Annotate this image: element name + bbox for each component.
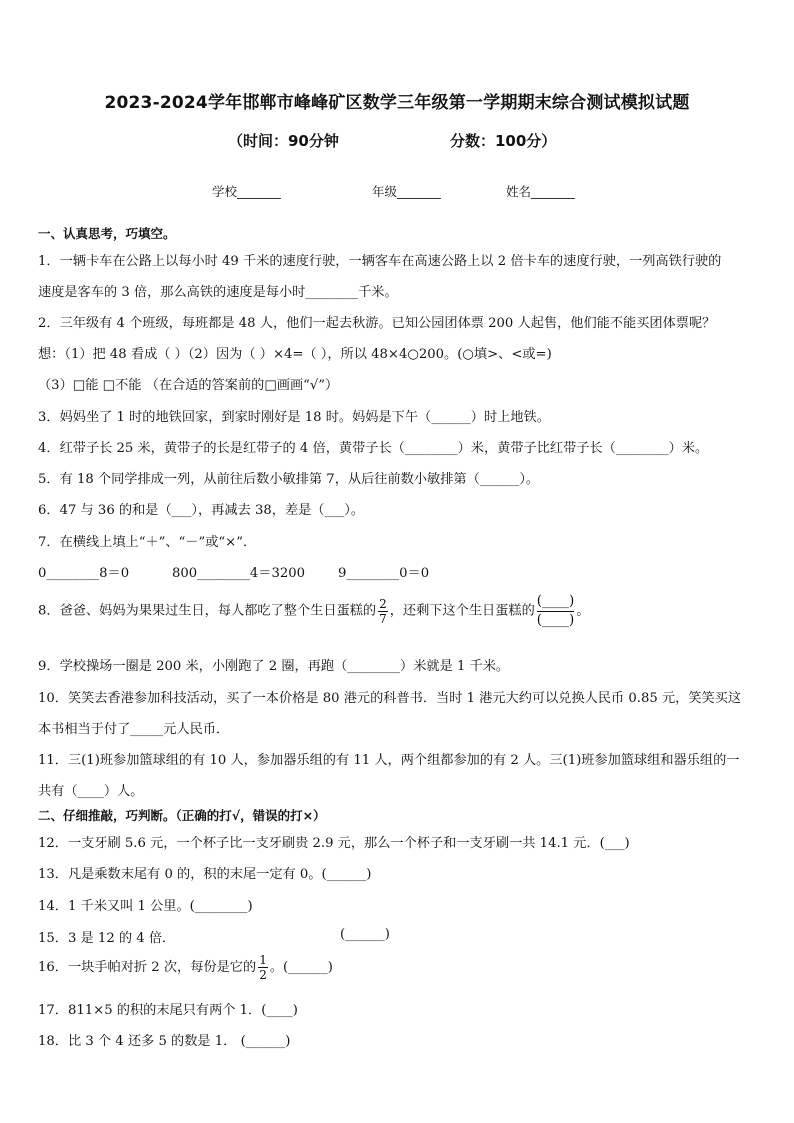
question-2-line1: 2．三年级有 4 个班级，每班都是 48 人，他们一起去秋游。已知公园团体票 200 人起售，他们能不能买团体票呢？ [38,316,716,331]
fraction-one-half [258,954,268,981]
question-3: 3．妈妈坐了 1 时的地铁回家，到家时刚好是 18 时。妈妈是下午（______）时上地铁。 [38,410,550,425]
question-16-pre: 16．一块手帕对折 2 次，每份是它的 [38,960,257,975]
question-11-line2: 共有（____）人。 [38,784,144,799]
question-1-line2: 速度是客车的 3 倍，那么高铁的速度是每小时________千米。 [38,285,398,300]
question-14: 14．1 千米又叫 1 公里。(________) [38,899,253,914]
exam-time: （时间：90分钟 [228,132,339,150]
answer-fraction-blank[interactable] [537,594,575,628]
section-2-heading: 二、仔细推敲，巧判断。（正确的打√，错误的打×） [38,808,326,823]
question-13: 13．凡是乘数末尾有 0 的，积的末尾一定有 0。(______) [38,867,372,882]
fraction-numerator: 2 [379,596,387,611]
question-16 [38,954,333,981]
question-11-line1: 11．三(1)班参加篮球组的有 10 人，参加器乐组的有 11 人，两个组都参加的有 2 人。三(1)班参加篮球组和器乐组的一 [38,753,740,768]
question-7-a: 0________8＝0 [38,566,130,581]
question-1-line1: 1．一辆卡车在公路上以每小时 49 千米的速度行驶，一辆客车在高速公路上以 2 倍卡车的速度行驶，一列高铁行驶的 [38,254,722,269]
exam-title: 2023-2024学年邯郸市峰峰矿区数学三年级第一学期期末综合测试模拟试题 [104,93,690,113]
question-2-line2: 想：（1）把 48 看成（ ）（2）因为（ ）×4=（ ），所以 48×4○200。(○填>、<或=) [38,347,552,362]
question-9: 9．学校操场一圈是 200 米，小刚跑了 2 圈，再跑（________）米就是 1 千米。 [38,659,510,674]
question-8 [38,594,590,628]
question-7-b: 800________4＝3200 [172,566,306,581]
question-6: 6．47 与 36 的和是（___），再减去 38，差是（___）。 [38,503,365,518]
question-8-mid: ，还剩下这个生日蛋糕的 [389,603,535,619]
grade-field[interactable]: 年级_______ [372,184,441,199]
question-10-line1: 10．笑笑去香港参加科技活动，买了一本价格是 80 港元的科普书．当时 1 港元大约可以兑换人民币 0.85 元，笑笑买这 [38,691,742,706]
fraction-denominator: 2 [259,968,267,982]
answer-numerator-blank[interactable]: (____) [536,593,575,609]
school-field[interactable]: 学校_______ [212,184,281,199]
question-15: 15．3 是 12 的 4 倍． [38,931,176,946]
answer-denominator-blank[interactable]: (____) [536,611,575,628]
section-1-heading: 一、认真思考，巧填空。 [38,226,176,241]
question-10-line2: 本书相当于付了_____元人民币． [38,722,230,737]
question-7-c: 9________0＝0 [338,566,430,581]
question-17: 17．811×5 的积的末尾只有两个 1．(____) [38,1003,298,1018]
fraction-numerator: 1 [259,953,267,967]
question-18: 18．比 3 个 4 还多 5 的数是 1． (______) [38,1034,291,1049]
question-15-blank[interactable]: (______) [340,927,390,942]
fraction-denominator: 7 [379,611,387,626]
question-12: 12．一支牙刷 5.6 元，一个杯子比一支牙刷贵 2.9 元，那么一个杯子和一支牙刷一共 14.1 元．(___) [38,836,630,851]
exam-score: 分数：100分） [450,132,557,150]
question-8-end: 。 [576,603,590,619]
question-5: 5．有 18 个同学排成一列，从前往后数小敏排第 7，从后往前数小敏排第（______）。 [38,472,540,487]
question-4: 4．红带子长 25 米，黄带子的长是红带子的 4 倍，黄带子长（________）米，黄带子比红带子长（________）米。 [38,441,709,456]
question-8-pre: 8．爸爸、妈妈为果果过生日，每人都吃了整个生日蛋糕的 [38,603,377,619]
name-field[interactable]: 姓名_______ [506,184,575,199]
question-2-line3: （3）□能 □不能 （在合适的答案前的□画画“√”） [38,378,339,393]
question-7-prompt: 7．在横线上填上“＋”、“－”或“×”． [38,535,257,550]
fraction-two-sevenths [378,598,388,625]
question-16-end: 。(______) [269,960,333,975]
